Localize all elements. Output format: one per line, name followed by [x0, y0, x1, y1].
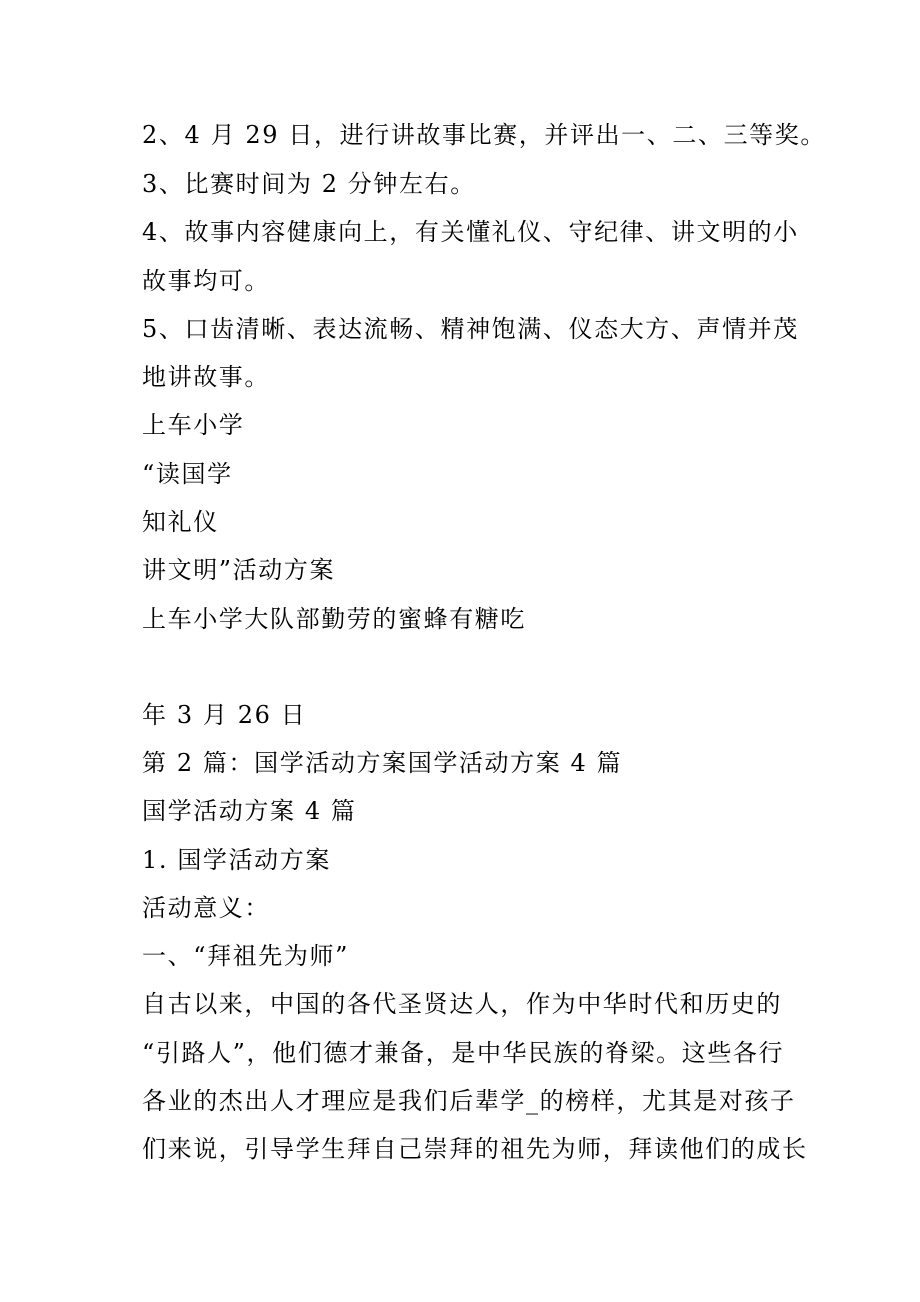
text-line: 上车小学 [142, 411, 245, 439]
text-line: 一、“拜祖先为师” [142, 942, 349, 970]
text-line: 1. 国学活动方案 [142, 846, 331, 874]
text-line: 们来说，引导学生拜自己崇拜的祖先为师，拜读他们的成长 [142, 1135, 808, 1163]
text-line: 各业的杰出人才理应是我们后辈学_的榜样，尤其是对孩子 [142, 1087, 796, 1115]
text-line: 活动意义： [142, 894, 270, 922]
text-line: 自古以来，中国的各代圣贤达人，作为中华时代和历史的 [142, 990, 782, 1018]
text-line: 3、比赛时间为 2 分钟左右。 [142, 170, 476, 198]
text-line: 第 2 篇：国学活动方案国学活动方案 4 篇 [142, 749, 623, 777]
text-line: 2、4 月 29 日，进行讲故事比赛，并评出一、二、三等奖。 [142, 121, 826, 149]
text-line: 年 3 月 26 日 [142, 701, 307, 729]
text-line: 知礼仪 [142, 508, 219, 536]
text-line: 讲文明”活动方案 [142, 556, 336, 584]
text-line: 4、故事内容健康向上，有关懂礼仪、守纪律、讲文明的小 [142, 218, 799, 246]
text-line: “读国学 [142, 460, 233, 488]
text-line: 国学活动方案 4 篇 [142, 797, 357, 825]
text-line: 5、口齿清晰、表达流畅、精神饱满、仪态大方、声情并茂 [142, 315, 799, 343]
text-line: 地讲故事。 [142, 363, 270, 391]
text-line: “引路人”，他们德才兼备，是中华民族的脊梁。这些各行 [142, 1039, 785, 1067]
text-line: 故事均可。 [142, 267, 270, 295]
text-line: 上车小学大队部勤劳的蜜蜂有糖吃 [142, 605, 526, 633]
